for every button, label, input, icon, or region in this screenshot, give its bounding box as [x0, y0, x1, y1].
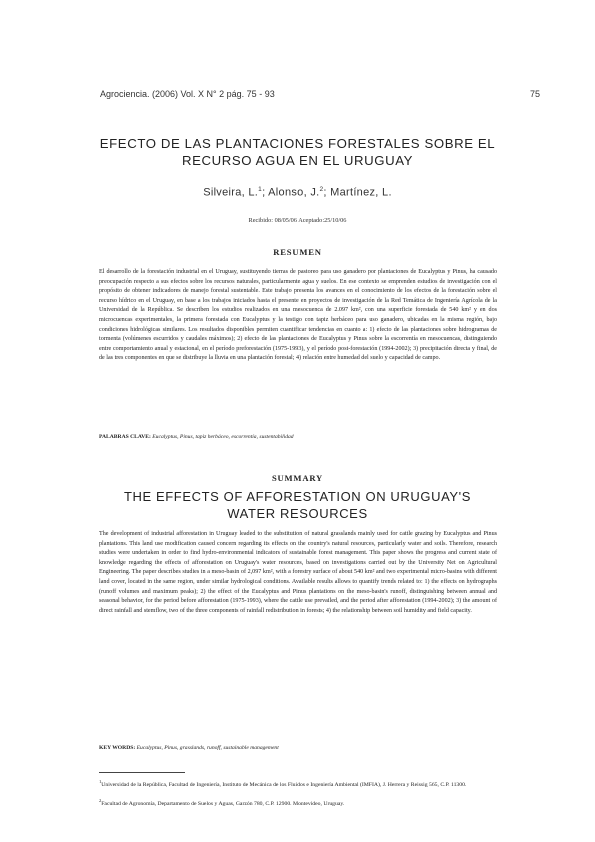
keywords-en-label: KEY WORDS: — [99, 745, 136, 751]
authors — [0, 186, 595, 199]
title-en — [60, 489, 535, 522]
author-1: Silveira, L. — [203, 186, 259, 199]
footnote-1 — [99, 777, 499, 790]
title-es-line2: RECURSO AGUA EN EL URUGUAY — [181, 153, 414, 168]
page-number: 75 — [529, 89, 540, 99]
resumen-text: El desarrollo de la forestación industrial en el Uruguay, sustituyendo tierras de pastoreo para uso ganadero por plantaciones de Eucalyptus y Pinus, ha causado preocupación respecto a sus efectos sobre los recursos naturales, particularmente agua y suelos. En ese contexto se emprenden estudios de investigación con el propósito de obtener indicadores de manejo forestal sustentable. Este trabajo presenta los avances en el conocimiento de los efectos de la forestación sobre el recurso hídrico en el Uruguay, en base a los trabajos iniciados hasta el presente en proyectos de investigación de la Red Temática de Ingeniería Agrícola de la Universidad de la República. Se describen los estudios realizados en una mesocuenca de 2.097 km², con una superficie forestada de 540 km² y en dos microcuencas experimentales, la primera forestada con Eucalyptus y la testigo con tapiz herbáceo para uso ganadero, ubicadas en la misma región, bajo condiciones hidrológicas similares. Los resultados disponibles permiten cuantificar tendencias en cuanto a: 1) efecto de las plantaciones sobre hidrogramas de tormenta (volúmenes escurridos y caudales máximos); 2) efecto de las plantaciones de Eucalyptus y Pinus sobre la escorrentía en mesocuencas, distinguiendo entre comportamiento anual y estacional, en el período preforestación (1975-1993), y el período post-forestación (1994-2002); 3) precipitación directa y final, de de las tres componentes en que se distribuye la lluvia en una plantación forestal; 4) relación entre humedad del suelo y capacidad de campo. — [99, 269, 497, 362]
keywords-es — [99, 434, 497, 440]
footnote-rule — [99, 772, 185, 773]
title-es-line1: EFECTO DE LAS PLANTACIONES FORESTALES SOBRE EL — [99, 136, 496, 151]
keywords-en — [99, 745, 497, 751]
footnote-1-mark: 1 — [99, 779, 102, 784]
title-en-line1: THE EFFECTS OF AFFORESTATION ON URUGUAY'S — [123, 489, 472, 504]
author-3: ; Martínez, L. — [323, 186, 392, 199]
author-2-affiliation: 2 — [319, 186, 324, 193]
author-2: ; Alonso, J. — [262, 186, 320, 199]
title-es — [60, 135, 535, 169]
journal-citation: Agrociencia. (2006) Vol. X N° 2 pág. 75 - 93 — [100, 89, 275, 99]
summary-heading: SUMMARY — [271, 473, 324, 483]
footnote-2-mark: 2 — [99, 798, 102, 803]
keywords-es-terms: Eucalyptus, Pinus, tapiz herbáceo, escorrentía, sustentabilidad — [150, 434, 294, 440]
footnote-2 — [99, 796, 499, 809]
received-accepted-dates: Recibido: 08/05/06 Aceptado:25/10/06 — [248, 217, 347, 224]
summary-text: The development of industrial afforestation in Uruguay leaded to the substitution of natural grasslands mainly used for cattle grazing by Eucalyptus and Pinus plantations. This land use modification caused concern regarding its effects on the country's natural resources, particularly water and soils. Therefore, research studies were undertaken in order to find hydro-environmental indicators of sustainable forest management. This paper shows the progress and current state of knowledge regarding the effects of afforestation on Uruguay's water resources, based on investigations carried out by the University Net on Agricultural Engineering. The paper describes studies in a meso-basin of 2,097 km², with a forestry surface of about 540 km² and two experimental micro-basins with different land cover, located in the same region, under similar hydrological conditions. Available results allows to quantify trends related to: 1) the effects on hydrographs (runoff volumes and maximum peaks); 2) the effect of the Eucalyptus and Pinus plantations on the meso-basin's runoff, distinguishing between annual and seasonal behavior, for the period before afforestation (1975-1993), where the cattle use prevailed, and the period after afforestation (1994-2002); 3) the amount of direct rainfall and stemflow, two of the three components of rainfall redistribution in forests; 4) the relationship between soil humidity and field capacity. — [99, 531, 497, 614]
footnote-2-text: Facultad de Agronomía, Departamento de Suelos y Aguas, Garzón 780, C.P. 12900. Montevideo, Uruguay. — [101, 800, 345, 807]
keywords-en-terms: Eucalyptus, Pinus, grasslands, runoff, sustainable management — [135, 745, 279, 751]
author-1-affiliation: 1 — [258, 186, 263, 193]
title-en-line2: WATER RESOURCES — [227, 505, 368, 521]
keywords-es-label: PALABRAS CLAVE: — [99, 434, 151, 440]
running-header — [100, 89, 540, 99]
footnote-1-text: Universidad de la República, Facultad de Ingeniería, Instituto de Mecánica de los Fluidos e Ingeniería Ambiental (IMFIA), J. Herrera y Reissig 565, C.P. 11300. — [101, 781, 467, 788]
resumen-heading: RESUMEN — [273, 247, 322, 257]
